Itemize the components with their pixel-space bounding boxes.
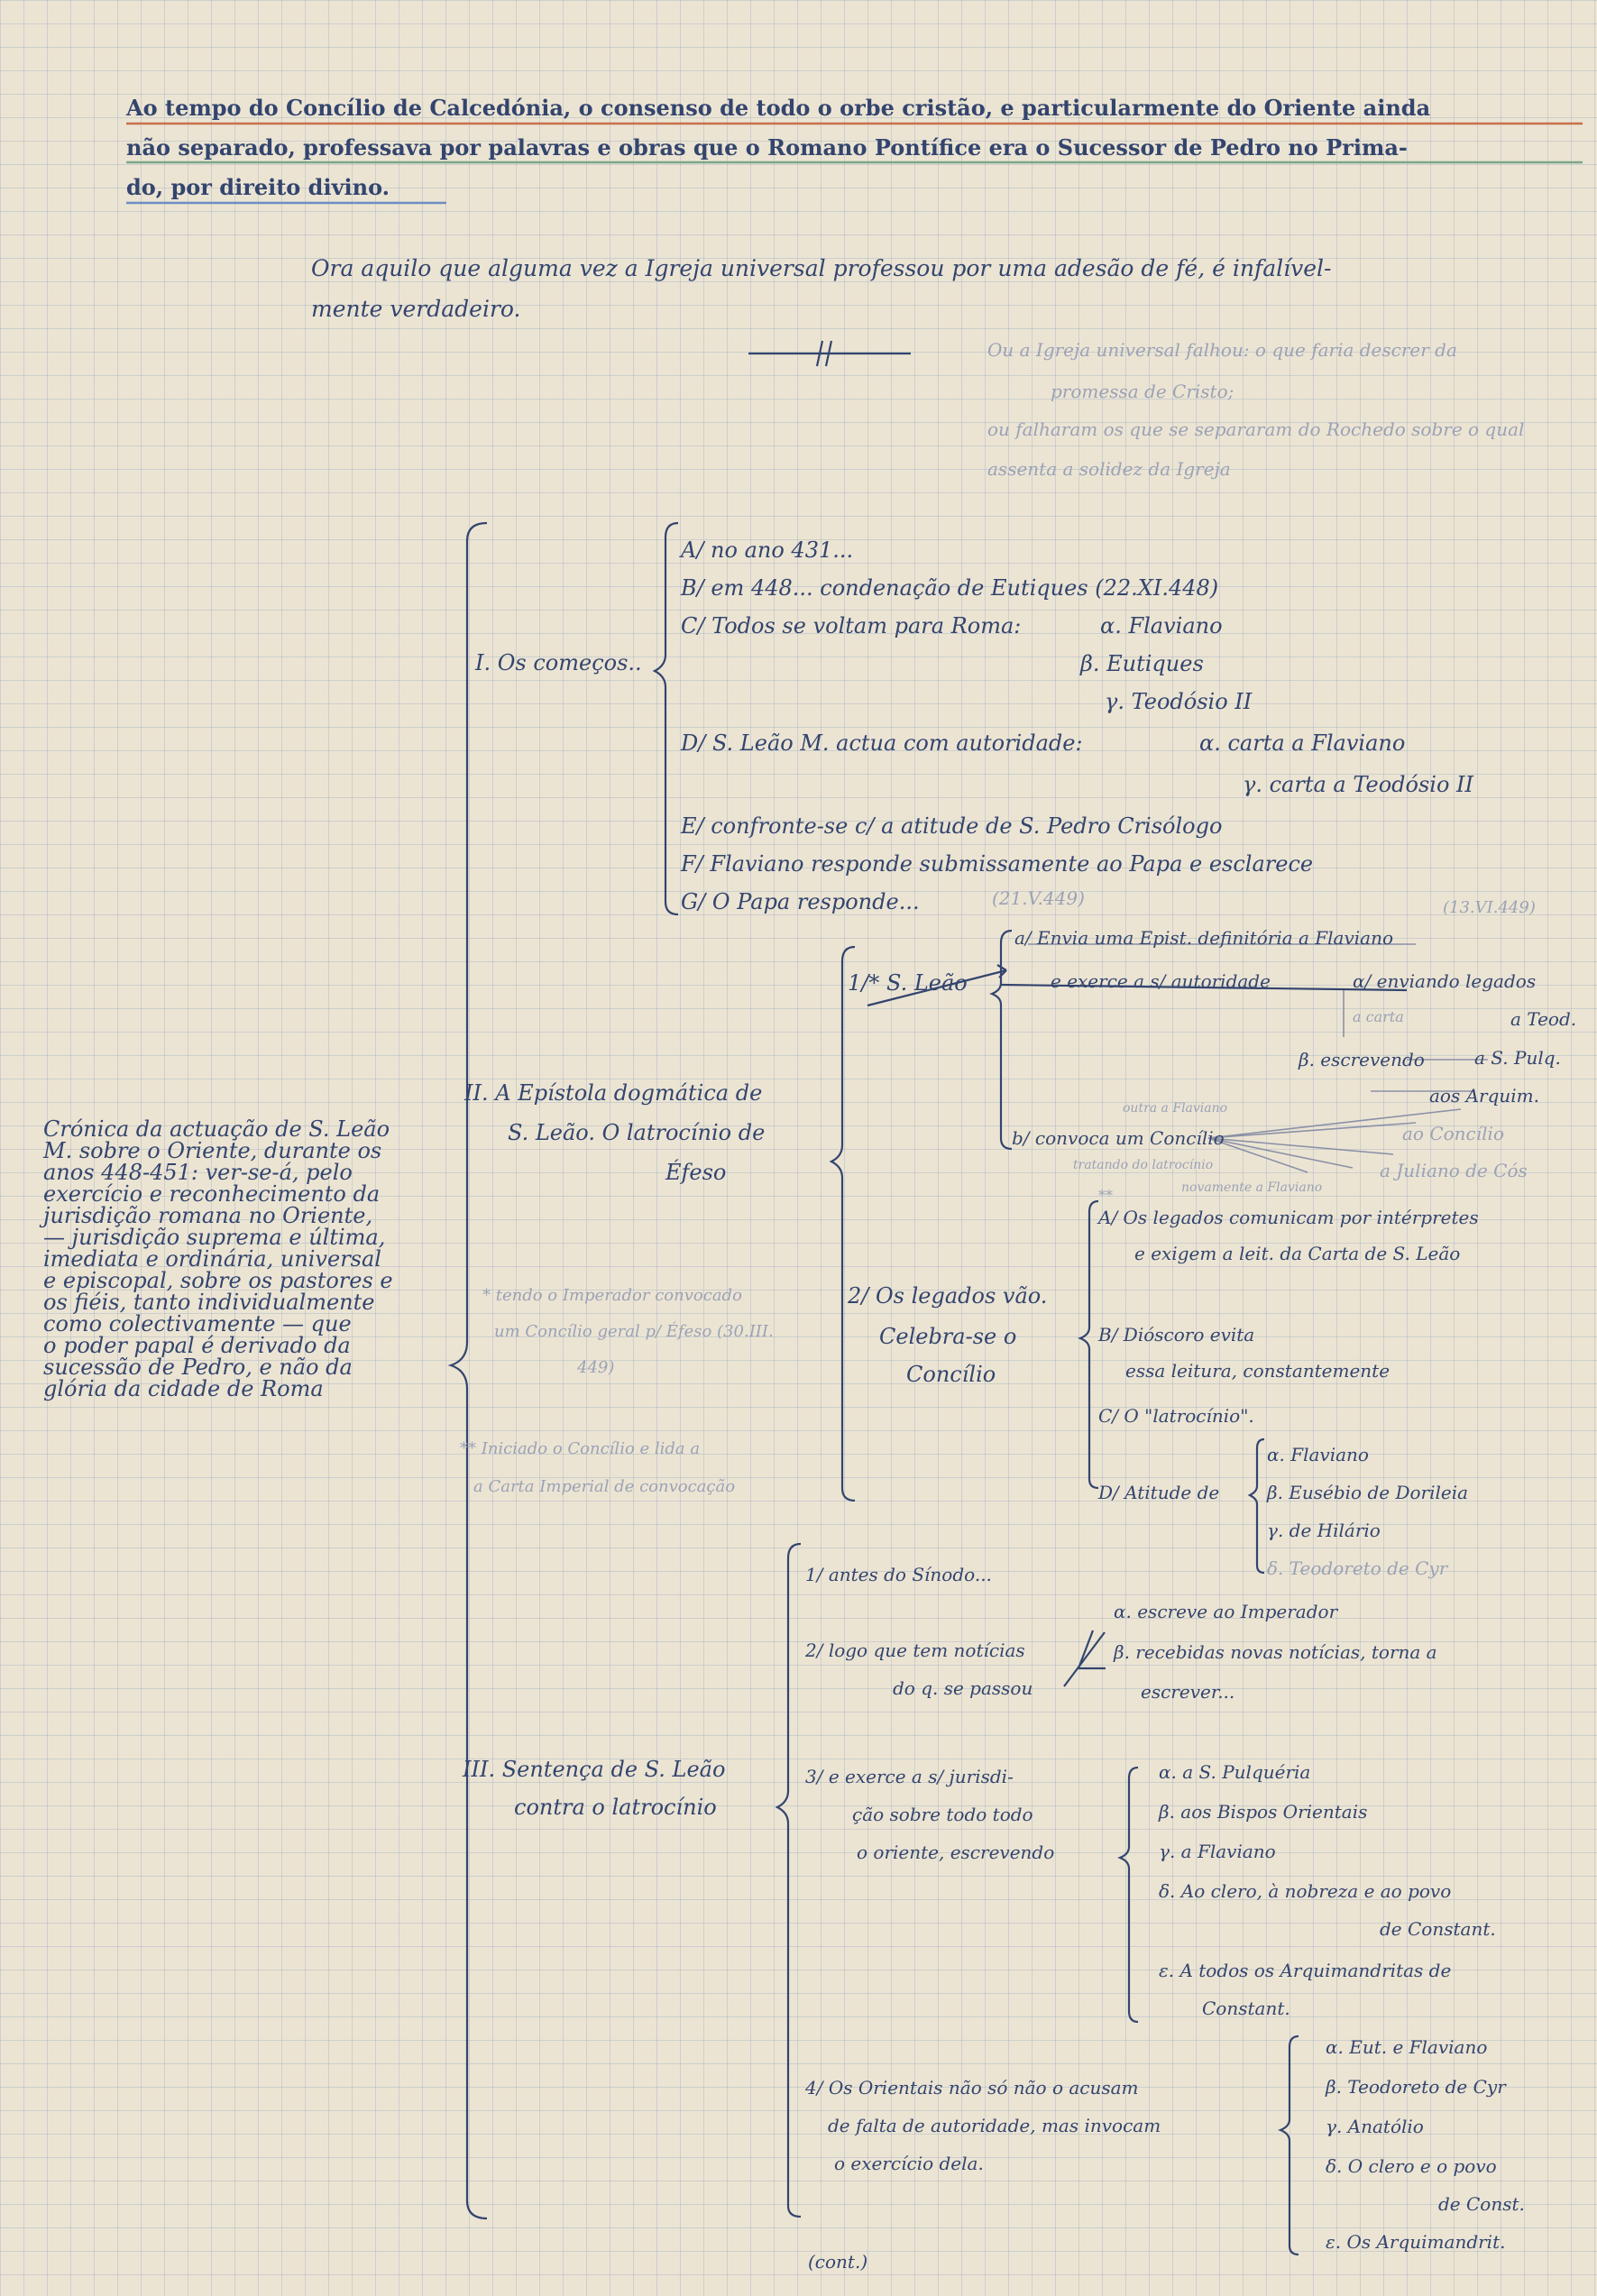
section-1-item-f: F/ Flaviano responde submissamente ao Papa e esclarece: [681, 851, 1314, 877]
leao-a-line-2: e exerce a s/ autoridade: [1051, 970, 1271, 992]
intro-paragraph-2-line-1: Ora aquilo que alguma vez a Igreja universal professou por uma adesão de fé, é infalível-: [311, 255, 1332, 281]
legados-b-line-1: B/ Dióscoro evita: [1098, 1324, 1255, 1345]
section-2-title-line-1: II. A Epístola dogmática de: [464, 1080, 763, 1106]
leao-a-line-1: a/ Envia uma Epist. definitória a Flaviano: [1014, 927, 1394, 949]
pencil-note-line-1: Ou a Igreja universal falhou: o que faria descrer da: [987, 339, 1457, 361]
intro-line-1: Ao tempo do Concílio de Calcedónia, o consenso de todo o orbe cristão, e particularmente do Oriente ainda: [126, 95, 1431, 121]
section-3-item-3-alpha: α. a S. Pulquéria: [1159, 1761, 1311, 1783]
section-3-item-2-beta: β. recebidas novas notícias, torna a: [1114, 1641, 1437, 1663]
section-1-item-c-beta: β. Eutiques: [1080, 651, 1204, 676]
intro-line-2: não separado, professava por palavras e obras que o Romano Pontífice era o Sucessor de Pedro no Prima-: [126, 134, 1408, 161]
side-note: [43, 1118, 440, 1400]
section-1-title: I. Os começos..: [475, 650, 642, 675]
section-1-item-d: D/ S. Leão M. actua com autoridade:: [681, 730, 1083, 756]
legados-b-line-2: essa leitura, constantemente: [1125, 1360, 1390, 1382]
section-1-date: (21.V.449): [992, 887, 1085, 909]
section-3-item-4-delta: δ. O clero e o povo: [1326, 2155, 1497, 2177]
section-2-title-line-2: S. Leão. O latrocínio de: [508, 1120, 766, 1145]
section-3-item-4-line-2: de falta de autoridade, mas invocam: [828, 2115, 1161, 2136]
leao-a-escrevendo: β. escrevendo: [1299, 1049, 1425, 1070]
section-2-pencil-line-5: a Carta Imperial de convocação: [473, 1477, 736, 1496]
side-note-line: o poder papal é derivado da: [43, 1333, 351, 1358]
side-note-line: Crónica da actuação de S. Leão: [43, 1116, 390, 1142]
section-3-item-3-beta: β. aos Bispos Orientais: [1159, 1801, 1368, 1823]
section-3-item-4-beta: β. Teodoreto de Cyr: [1326, 2076, 1506, 2098]
section-3-item-2-alpha: α. escreve ao Imperador: [1114, 1601, 1338, 1622]
legados-d-gamma: γ. de Hilário: [1267, 1520, 1381, 1541]
intro-line-3: do, por direito divino.: [126, 174, 390, 200]
legados-line-3: Concílio: [906, 1362, 996, 1387]
legados-line-2: Celebra-se o: [879, 1324, 1017, 1349]
pencil-note-line-4: assenta a solidez da Igreja: [987, 458, 1231, 480]
section-3-title-line-1: III. Sentença de S. Leão: [463, 1757, 726, 1782]
legados-line-1: 2/ Os legados vão.: [848, 1283, 1048, 1309]
section-1-item-d-gamma: γ. carta a Teodósio II: [1243, 772, 1473, 797]
section-2-pencil-line-1: * tendo o Imperador convocado: [482, 1286, 742, 1305]
legados-d: D/ Atitude de: [1098, 1482, 1220, 1503]
pencil-note-line-3: ou falharam os que se separaram do Rochedo sobre o qual: [987, 418, 1525, 440]
legados-a-line-1: A/ Os legados comunicam por intérpretes: [1098, 1207, 1479, 1228]
section-1-item-a: A/ no ano 431...: [681, 537, 854, 563]
leao-a-legados: α/ enviando legados: [1353, 970, 1537, 992]
section-3-item-4-alpha: α. Eut. e Flaviano: [1326, 2036, 1488, 2058]
leao-b-outra: outra a Flaviano: [1123, 1101, 1228, 1116]
section-3-item-4-line-1: 4/ Os Orientais não só não o acusam: [805, 2077, 1139, 2099]
section-3-item-3-epsilon-2: Constant.: [1202, 1998, 1290, 2019]
intro-paragraph-2-line-2: mente verdadeiro.: [311, 296, 521, 322]
leao-a-pulq: a S. Pulq.: [1474, 1047, 1561, 1069]
side-note-line: como colectivamente — que: [43, 1311, 352, 1336]
section-2-title-line-3: Éfeso: [665, 1160, 727, 1185]
section-2-pencil-line-4: ** Iniciado o Concílio e lida a: [460, 1439, 701, 1458]
legados-footnote-mark: **: [1098, 1187, 1113, 1204]
section-3-item-3-line-3: o oriente, escrevendo: [857, 1841, 1055, 1863]
pencil-note-line-2: promessa de Cristo;: [1051, 381, 1234, 402]
section-3-item-4-epsilon: ε. Os Arquimandrit.: [1326, 2231, 1506, 2253]
section-3-item-4-delta-2: de Const.: [1438, 2193, 1525, 2215]
side-note-line: M. sobre o Oriente, durante os: [43, 1138, 382, 1163]
side-note-line: os fiéis, tanto individualmente: [43, 1290, 375, 1315]
section-1-item-c-gamma: γ. Teodósio II: [1105, 689, 1253, 714]
side-note-line: — jurisdição suprema e última,: [43, 1225, 386, 1250]
section-3-item-1: 1/ antes do Sínodo...: [805, 1564, 992, 1585]
leao-heading: 1/* S. Leão: [848, 970, 968, 996]
section-3-item-3-gamma: γ. a Flaviano: [1159, 1841, 1276, 1862]
leao-b-novamente: novamente a Flaviano: [1181, 1180, 1323, 1195]
side-note-line: jurisdição romana no Oriente,: [43, 1203, 373, 1228]
legados-d-delta: δ. Teodoreto de Cyr: [1267, 1557, 1448, 1579]
side-note-line: e episcopal, sobre os pastores e: [43, 1268, 393, 1293]
section-3-item-3-delta-2: de Constant.: [1380, 1918, 1496, 1940]
section-3-item-4-line-3: o exercício dela.: [834, 2153, 984, 2174]
leao-b-tratando: tratando do latrocínio: [1073, 1158, 1214, 1172]
section-3-item-4-gamma: γ. Anatólio: [1326, 2116, 1424, 2137]
side-note-line: glória da cidade de Roma: [43, 1376, 324, 1401]
leao-a-arquim: aos Arquim.: [1429, 1085, 1539, 1107]
section-1-item-c-alpha: α. Flaviano: [1100, 613, 1223, 638]
section-1-item-g: G/ O Papa responde...: [681, 889, 920, 914]
section-3-item-3-line-1: 3/ e exerce a s/ jurisdi-: [805, 1766, 1014, 1787]
leao-a-carta: a carta: [1353, 1008, 1404, 1025]
leao-a-concilio: ao Concílio: [1402, 1123, 1504, 1144]
section-3-item-3-epsilon: ε. A todos os Arquimandritas de: [1159, 1960, 1452, 1981]
section-3-item-3-line-2: ção sobre todo todo: [852, 1804, 1033, 1825]
leao-date: (13.VI.449): [1443, 898, 1536, 917]
section-3-title-line-2: contra o latrocínio: [514, 1795, 717, 1820]
legados-c: C/ O "latrocínio".: [1098, 1405, 1254, 1427]
section-1-item-b: B/ em 448... condenação de Eutiques (22.XI.448): [681, 575, 1219, 601]
section-1-item-d-alpha: α. carta a Flaviano: [1199, 730, 1406, 756]
side-note-line: imediata e ordinária, universal: [43, 1246, 381, 1272]
leao-b-convoca: b/ convoca um Concílio: [1012, 1127, 1225, 1149]
section-3-item-2-line-1: 2/ logo que tem notícias: [805, 1639, 1025, 1661]
section-2-pencil-line-3: 449): [577, 1358, 615, 1377]
section-3-item-2-line-2: do q. se passou: [893, 1677, 1033, 1699]
leao-a-teod: a Teod.: [1510, 1008, 1577, 1030]
side-note-line: exercício e reconhecimento da: [43, 1181, 381, 1207]
side-note-line: sucessão de Pedro, e não da: [43, 1355, 353, 1380]
legados-d-alpha: α. Flaviano: [1267, 1444, 1369, 1465]
legados-a-line-2: e exigem a leit. da Carta de S. Leão: [1134, 1243, 1461, 1264]
section-1-item-c: C/ Todos se voltam para Roma:: [681, 613, 1022, 638]
section-2-pencil-line-2: um Concílio geral p/ Éfeso (30.III.: [494, 1322, 774, 1341]
side-note-line: anos 448-451: ver-se-á, pelo: [43, 1160, 353, 1185]
leao-a-juliano: a Juliano de Cós: [1380, 1160, 1528, 1181]
continued-marker: (cont.): [808, 2251, 868, 2273]
section-3-item-2-gamma: escrever...: [1141, 1681, 1235, 1703]
section-1-item-e: E/ confronte-se c/ a atitude de S. Pedro Crisólogo: [681, 813, 1223, 839]
section-3-item-3-delta: δ. Ao clero, à nobreza e ao povo: [1159, 1880, 1452, 1902]
legados-d-beta: β. Eusébio de Dorileia: [1267, 1482, 1469, 1503]
